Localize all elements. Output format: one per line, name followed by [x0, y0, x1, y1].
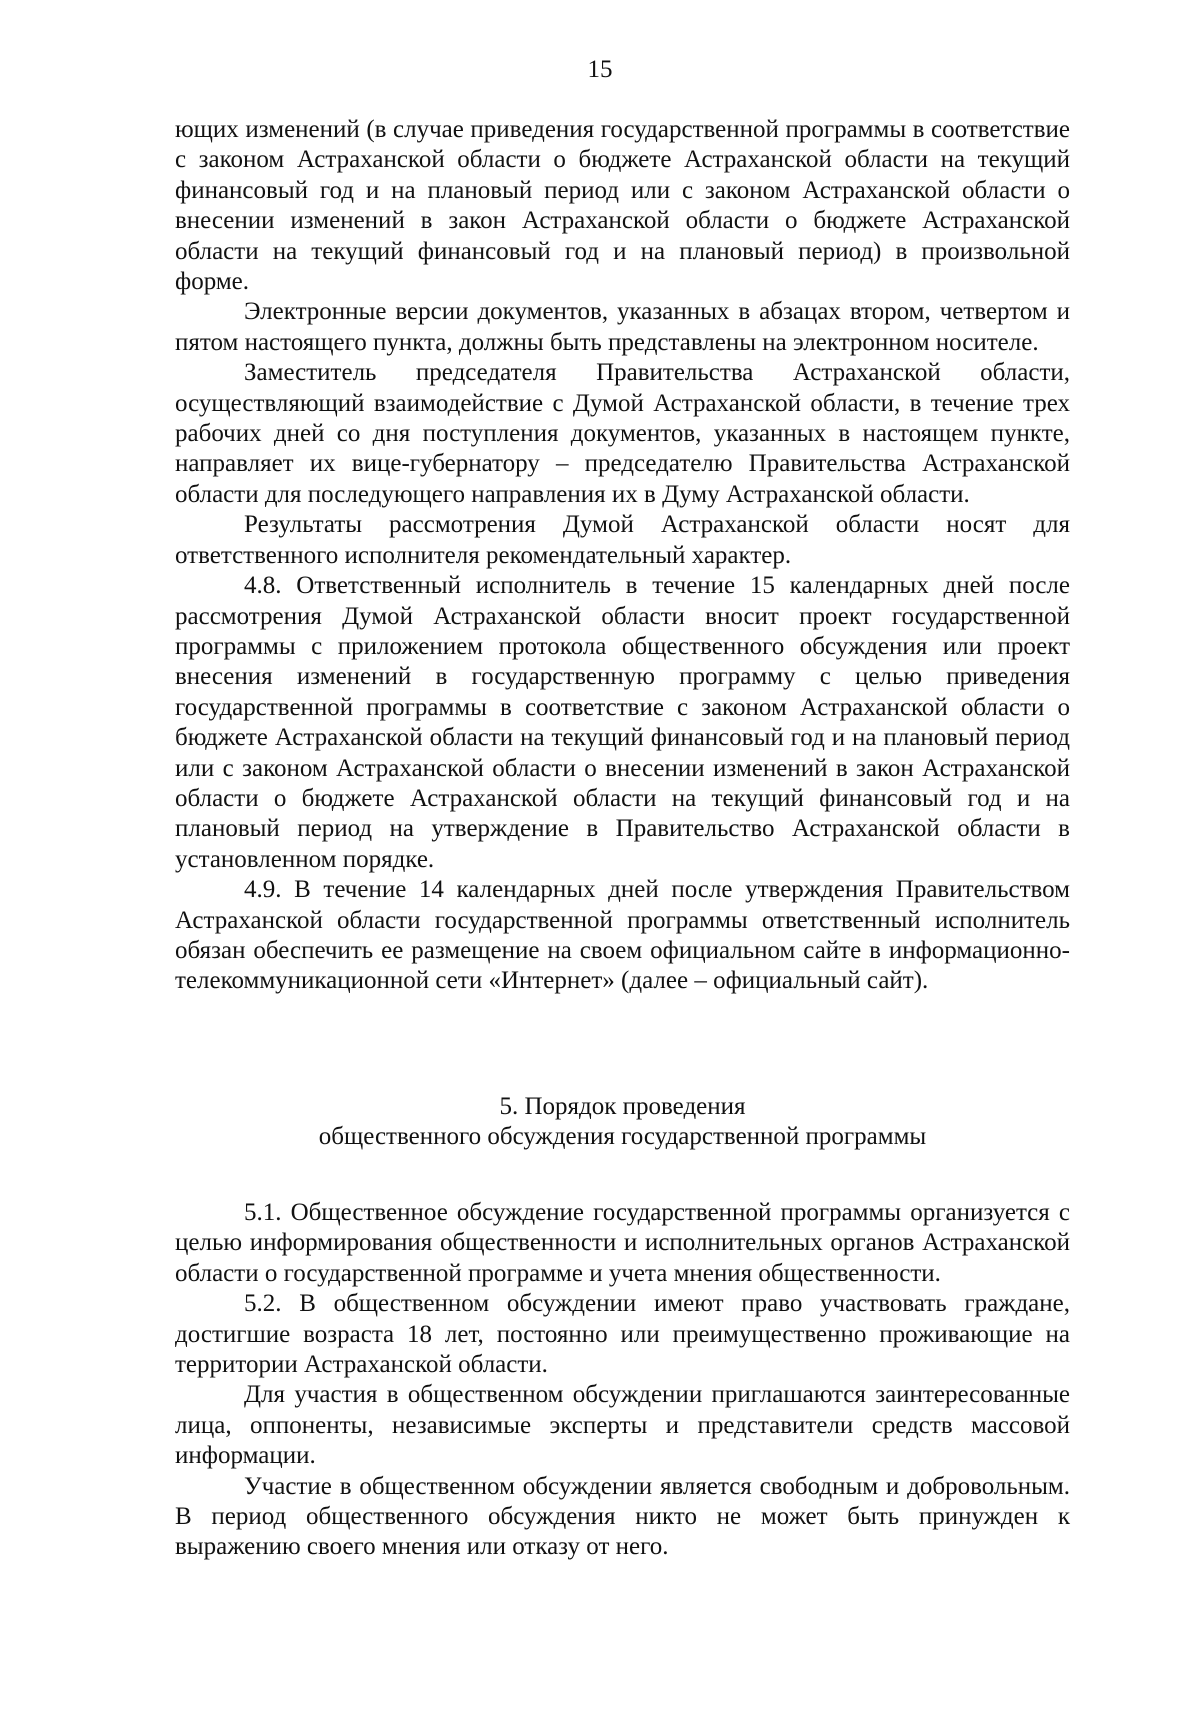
paragraph-continuation: ющих изменений (в случае приведения государственной программы в соответствие с законом Астраханской области о бюджете Астраханской области на текущий финансовый год и на плановый период или с законом Астраханской области о внесении изменений в закон Астраханской области о бюджете Астраханской области на текущий финансовый год и на плановый период) в произвольной форме.: [175, 116, 1070, 296]
paragraph-electronic-versions: Электронные версии документов, указанных в абзацах втором, четвертом и пятом настоящего пункта, должны быть представлены на электронном носителе.: [175, 298, 1070, 356]
paragraph-5-1: 5.1. Общественное обсуждение государственной программы организуется с целью информирования общественности и исполнительных органов Астраханской области о государственной программе и учета мнения общественности.: [175, 1199, 1070, 1287]
paragraph-voluntary: Участие в общественном обсуждении является свободным и добровольным. В период общественного обсуждения никто не может быть принужден к выражению своего мнения или отказу от него.: [175, 1472, 1070, 1561]
paragraph-duma-results: Результаты рассмотрения Думой Астраханской области носят для ответственного исполнителя рекомендательный характер.: [175, 511, 1070, 569]
section-heading-line1: 5. Порядок проведения: [499, 1093, 746, 1120]
paragraph-deputy-chairman: Заместитель председателя Правительства Астраханской области, осуществляющий взаимодействие с Думой Астраханской области, в течение трех рабочих дней со дня поступления документов, указанных в настоящем пункте, направляет их вице-губернатору – председателю Правительства Астраханской области для последующего направления их в Думу Астраханской области.: [175, 359, 1070, 508]
section-heading-line2: общественного обсуждения государственной программы: [318, 1123, 927, 1151]
paragraph-5-2: 5.2. В общественном обсуждении имеют право участвовать граждане, достигшие возраста 18 лет, постоянно или преимущественно проживающие на территории Астраханской области.: [175, 1290, 1070, 1379]
paragraph-participants: Для участия в общественном обсуждении приглашаются заинтересованные лица, оппоненты, независимые эксперты и представители средств массовой информации.: [175, 1381, 1070, 1470]
section-heading: [175, 1092, 1070, 1153]
document-body: [175, 115, 1070, 997]
document-body-section-5: [175, 1198, 1070, 1563]
paragraph-4-8: 4.8. Ответственный исполнитель в течение 15 календарных дней после рассмотрения Думой Астраханской области вносит проект государственной программы с приложением протокола общественного обсуждения или проект внесения изменений в государственную программу с целью приведения государственной программы в соответствие с законом Астраханской области о бюджете Астраханской области на текущий финансовый год и на плановый период или с законом Астраханской области о внесении изменений в закон Астраханской области о бюджете Астраханской области на текущий финансовый год и на плановый период на утверждение в Правительство Астраханской области в установленном порядке.: [175, 572, 1070, 873]
paragraph-4-9: 4.9. В течение 14 календарных дней после утверждения Правительством Астраханской области государственной программы ответственный исполнитель обязан обеспечить ее размещение на своем официальном сайте в информационно-телекоммуникационной сети «Интернет» (далее – официальный сайт).: [175, 876, 1070, 995]
page-number: 15: [587, 56, 613, 83]
